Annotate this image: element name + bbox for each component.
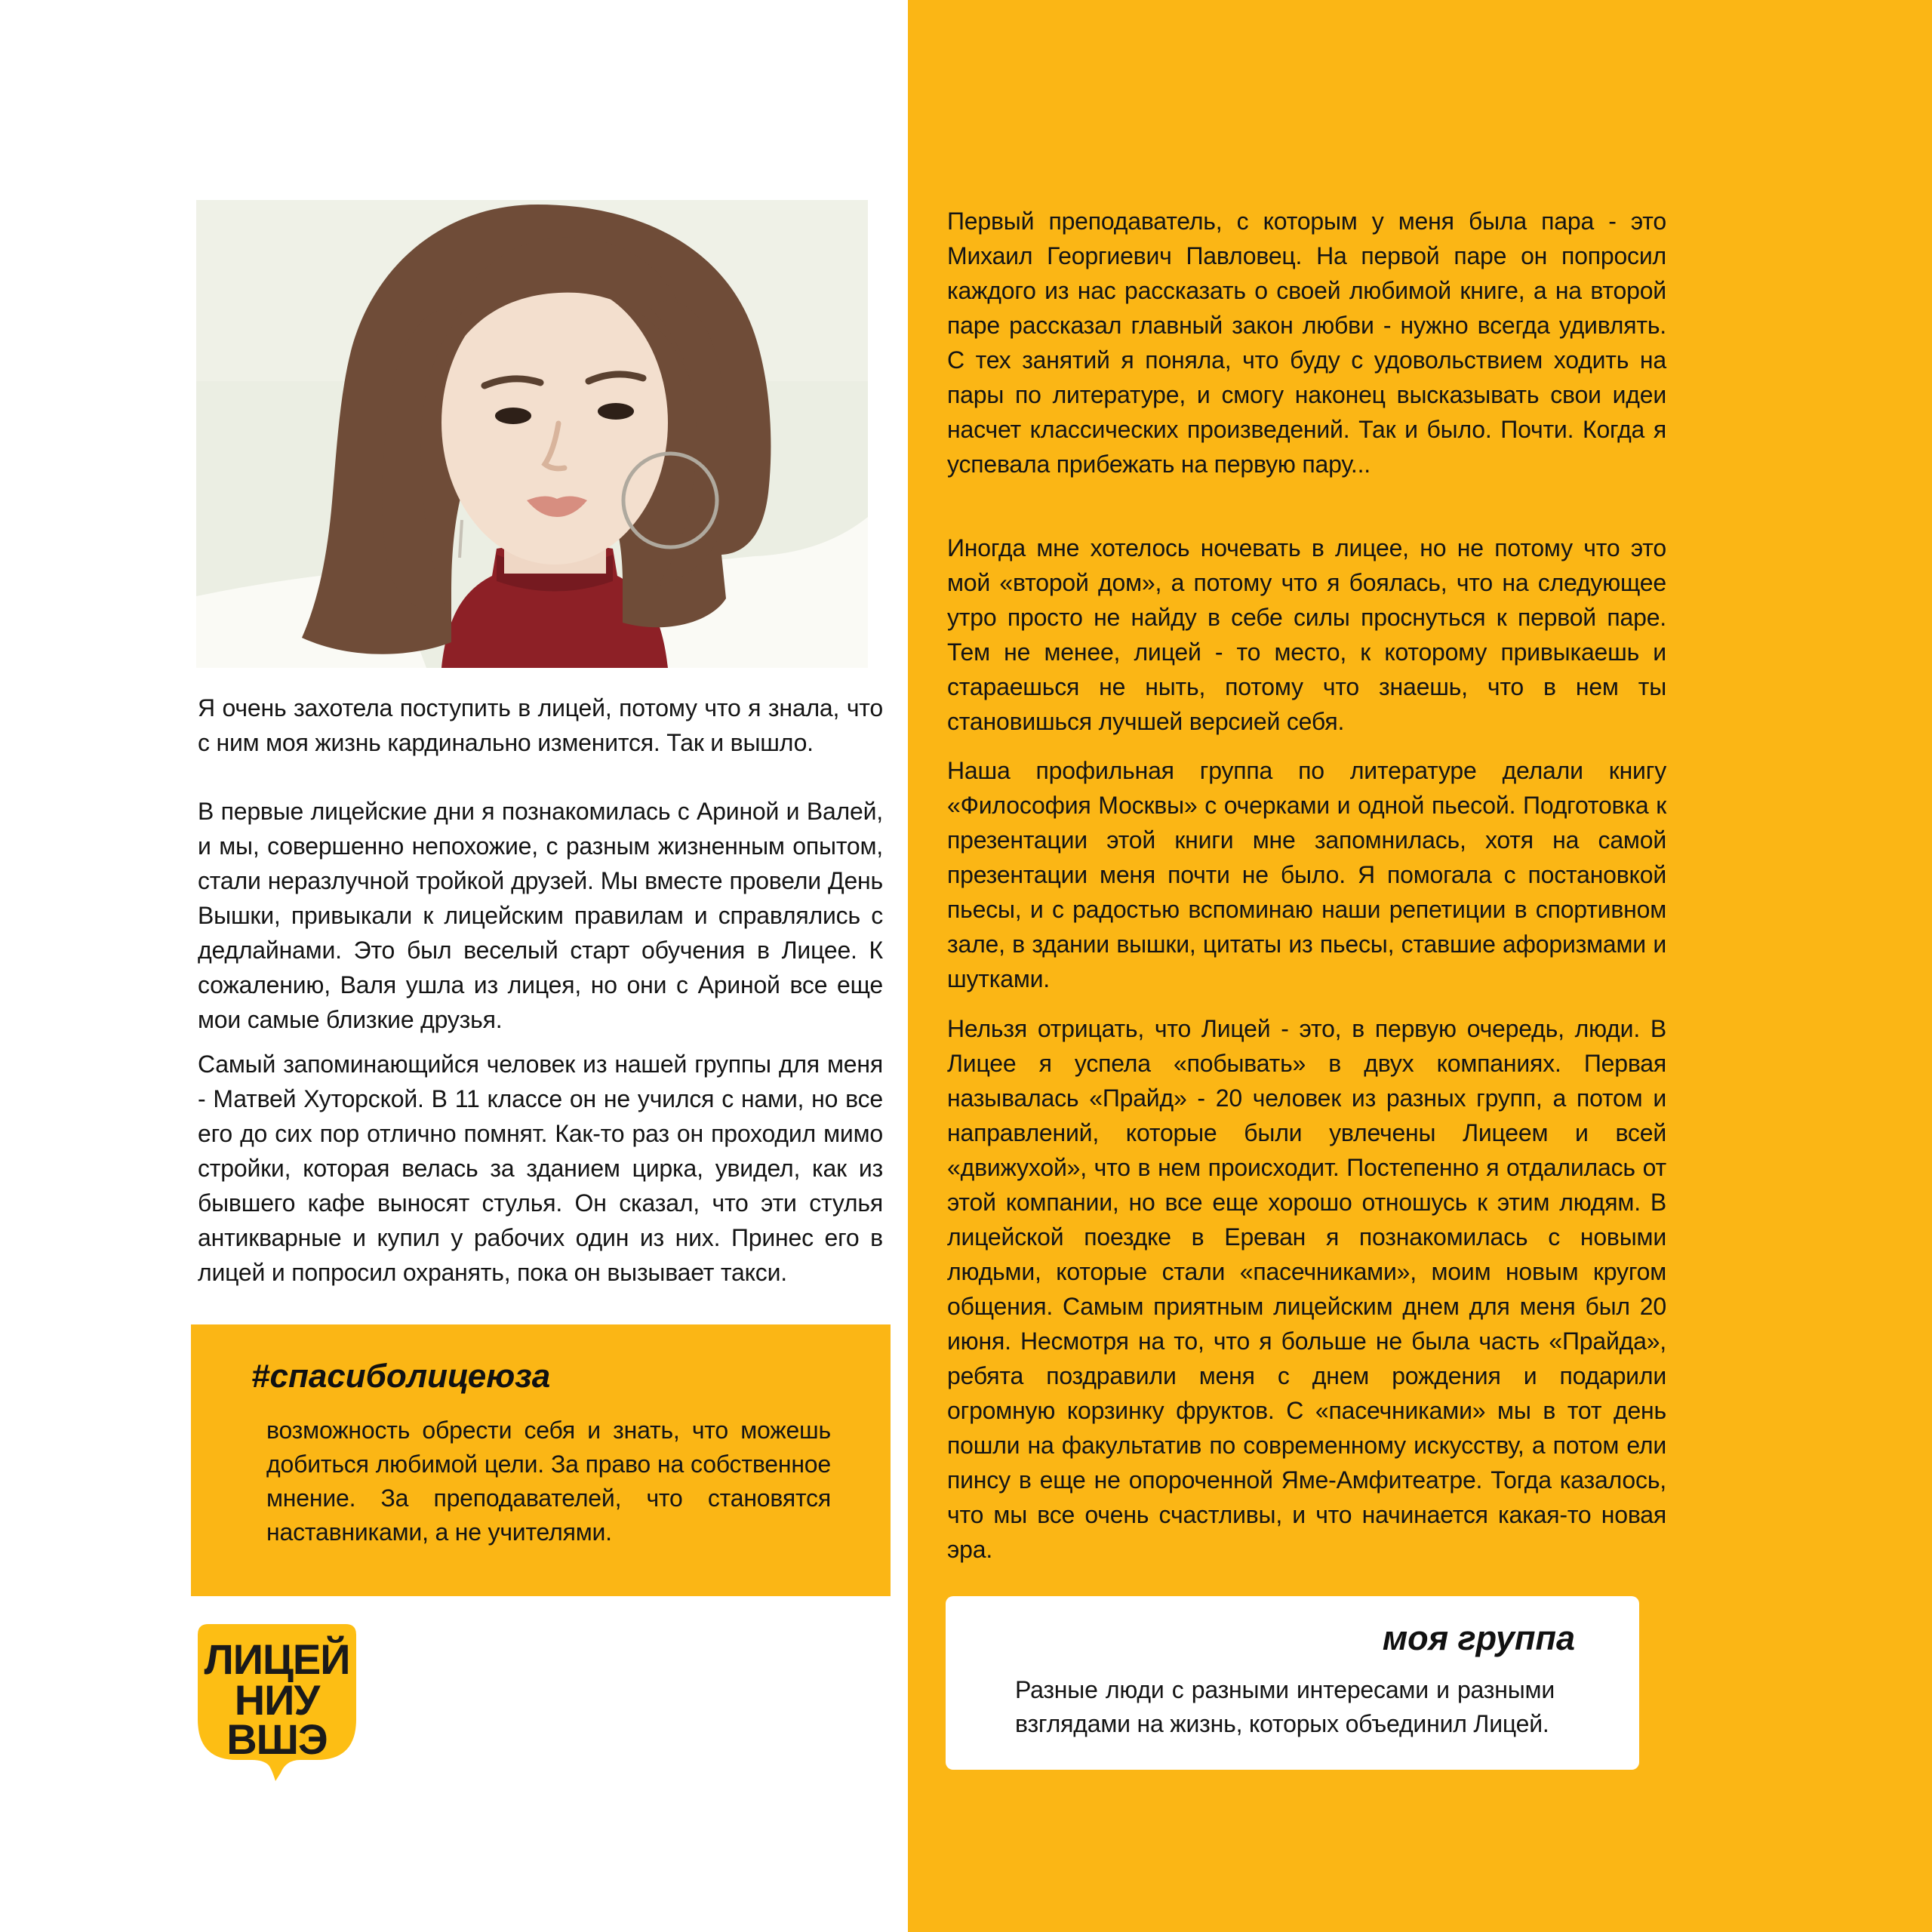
left-paragraph-1: Я очень захотела поступить в лицей, потому что я знала, что с ним моя жизнь кардинально изменится. Так и вышло. bbox=[198, 694, 883, 756]
portrait-photo bbox=[196, 200, 868, 668]
lyceum-logo bbox=[198, 1624, 356, 1781]
left-paragraph-2: В первые лицейские дни я познакомилась с Ариной и Валей, и мы, совершенно непохожие, с разным жизненным опытом, стали неразлучной тройкой друзей. Мы вместе провели День Вышки, привыкали к лицейским правилам и справлялись с дедлайнами. Это был веселый старт обучения в Лицее. К сожалению, Валя ушла из лицея, но они с Ариной все еще мои самые близкие друзья. bbox=[198, 798, 883, 1033]
eye-right bbox=[598, 403, 634, 420]
lyceum-logo-bubble bbox=[198, 1624, 356, 1781]
logo-line-3: ВШЭ bbox=[226, 1715, 328, 1763]
hashtag-box bbox=[191, 1324, 891, 1596]
my-group-box bbox=[946, 1596, 1639, 1770]
right-paragraph-2: Иногда мне хотелось ночевать в лицее, но не потому что это мой «второй дом», а потому что я боялась, что на следующее утро просто не найду в себе силы проснуться к первой паре. Тем не менее, лицей - то место, к которому привыкаешь и стараешься не ныть, потому что знаешь, что в нем ты становишься лучшей версией себя. bbox=[947, 534, 1666, 735]
my-group-heading: моя группа bbox=[1382, 1619, 1575, 1657]
portrait-illustration bbox=[196, 200, 868, 668]
my-group-body: Разные люди с разными интересами и разными взглядами на жизнь, которых объединил Лицей. bbox=[1015, 1676, 1555, 1737]
hashtag-heading: #спасиболицеюза bbox=[251, 1358, 551, 1395]
logo-line-1: ЛИЦЕЙ bbox=[204, 1635, 350, 1683]
right-paragraph-3: Наша профильная группа по литературе делали книгу «Философия Москвы» с очерками и одной пьесой. Подготовка к презентации этой книги мне запомнилась, хотя на самой презентации меня почти не было. Я помогала с постановкой пьесы, и с радостью вспоминаю наши репетиции в спортивном зале, в здании вышки, цитаты из пьесы, ставшие афоризмами и шутками. bbox=[947, 757, 1666, 992]
right-paragraph-1: Первый преподаватель, с которым у меня была пара - это Михаил Георгиевич Павловец. На первой паре он попросил каждого из нас рассказать о своей любимой книге, а на второй паре рассказал главный закон любви - нужно всегда удивлять. С тех занятий я поняла, что буду с удовольствием ходить на пары по литературе, и смогу наконец высказывать свои идеи насчет классических произведений. Так и было. Почти. Когда я успевала прибежать на первую пару... bbox=[947, 208, 1666, 478]
hashtag-body: возможность обрести себя и знать, что можешь добиться любимой цели. За право на собственное мнение. За преподавателей, что становятся наставниками, а не учителями. bbox=[266, 1417, 831, 1546]
eye-left bbox=[495, 408, 531, 424]
logo-line-2: НИУ bbox=[234, 1676, 320, 1724]
right-paragraph-4: Нельзя отрицать, что Лицей - это, в первую очередь, люди. В Лицее я успела «побывать» в двух компаниях. Первая называлась «Прайд» - 20 человек из разных групп, а потом и направлений, которые были увлечены Лицеем и всей «движухой», что в нем происходит. Постепенно я отдалилась от этой компании, но все еще хорошо отношусь к этим людям. В лицейской поездке в Ереван я познакомилась с новыми людьми, которые стали «пасечниками», моим новым кругом общения. Самым приятным лицейским днем для меня был 20 июня. Несмотря на то, что я больше не была часть «Прайда», ребята поздравили меня с днем рождения и подарили огромную корзинку фруктов. С «пасечниками» мы в тот день пошли на факультатив по современному искусству, а потом ели пинсу в еще не опороченной Яме-Амфитеатре. Тогда казалось, что мы все очень счастливы, и что начинается какая-то новая эра. bbox=[947, 1015, 1666, 1563]
left-paragraph-3: Самый запоминающийся человек из нашей группы для меня - Матвей Хуторской. В 11 классе он не учился с нами, но все его до сих пор отлично помнят. Как-то раз он проходил мимо стройки, которая велась за зданием цирка, увидел, как из бывшего кафе выносят стулья. Он сказал, что эти стулья антикварные и купил у рабочих один из них. Принес его в лицей и попросил охранять, пока он вызывает такси. bbox=[198, 1051, 883, 1286]
